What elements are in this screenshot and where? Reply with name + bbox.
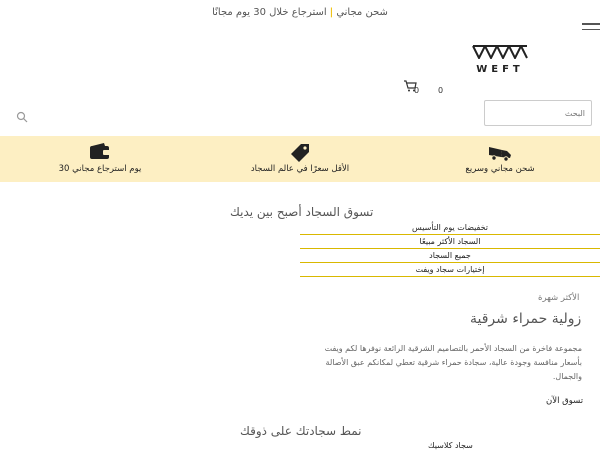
search-icon[interactable] — [16, 108, 28, 120]
category-item[interactable]: إختيارات سجاد ويفت — [300, 263, 600, 277]
price-tag-icon — [288, 142, 312, 162]
category-item[interactable]: السجاد الأكثر مبيعًا — [300, 235, 600, 249]
category-item[interactable]: تخفيضات يوم التأسيس — [300, 221, 600, 235]
feature-free-returns-label: 30 يوم استرجاع مجاني — [58, 164, 142, 174]
features-bar — [0, 136, 600, 182]
logo-wordmark: WEFT — [476, 64, 524, 75]
search-input[interactable] — [484, 100, 592, 126]
logo[interactable] — [472, 44, 528, 75]
featured-label: الأكثر شهرة — [538, 293, 580, 303]
announcement-free-shipping: شحن مجاني — [336, 7, 388, 18]
announcement-bar — [0, 0, 600, 26]
wallet-icon — [88, 142, 112, 162]
shop-heading: تسوق السجاد أصبح بين يديك — [230, 205, 374, 219]
wishlist-count[interactable]: 0 — [438, 86, 444, 95]
cart-count: 0 — [414, 86, 420, 95]
styles-heading: نمط سجادتك على ذوقك — [240, 424, 362, 438]
category-list — [300, 221, 600, 277]
style-item-classic[interactable]: سجاد كلاسيك — [428, 441, 473, 450]
feature-free-shipping-label: شحن مجاني وسريع — [465, 164, 535, 174]
weft-logo-mark-icon — [472, 45, 528, 59]
delivery-truck-icon — [488, 142, 512, 162]
feature-free-returns — [20, 136, 180, 182]
feature-lowest-price — [220, 136, 380, 182]
announcement-returns: استرجاع خلال 30 يوم مجانًا — [212, 7, 327, 18]
feature-free-shipping — [420, 136, 580, 182]
featured-description: مجموعة فاخرة من السجاد الأحمر بالتصاميم الشرقية الرائعة نوفرها لكم ويفت بأسعار منافسة وجودة عالية، سجادة حمراء شرقية تعطي لمكانكم عبق الأصالة والجمال. — [324, 344, 582, 381]
feature-lowest-price-label: الأقل سعرًا في عالم السجاد — [250, 164, 350, 174]
menu-icon[interactable] — [582, 23, 600, 35]
announcement-separator: | — [329, 7, 334, 18]
featured-title: زولية حمراء شرقية — [470, 311, 582, 327]
category-item[interactable]: جميع السجاد — [300, 249, 600, 263]
shop-now-link[interactable]: تسوق الآن — [546, 396, 584, 406]
